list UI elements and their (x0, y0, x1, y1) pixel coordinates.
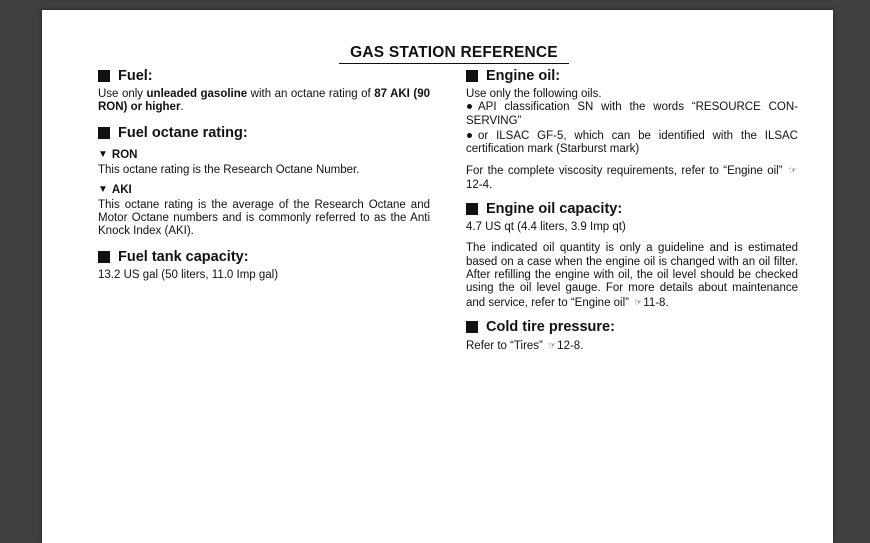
pointing-hand-icon: ☞ (634, 296, 643, 307)
tank-heading (98, 247, 430, 267)
square-bullet-icon (98, 251, 110, 263)
engine-oil-heading (466, 66, 798, 86)
triangle-down-icon: ▼ (98, 148, 108, 160)
tire-heading-label: Cold tire pressure: (486, 318, 615, 335)
aki-label: AKI (111, 183, 132, 196)
tire-heading (466, 317, 798, 337)
right-column (466, 66, 798, 353)
oil-capacity-value: 4.7 US qt (4.4 liters, 3.9 Imp qt) (466, 221, 626, 234)
document-page (42, 10, 833, 543)
tire-text (466, 339, 798, 353)
square-bullet-icon (466, 70, 478, 82)
engine-oil-bullet-2 (466, 130, 798, 157)
viscosity-ref-link[interactable]: 12-4. (466, 178, 493, 191)
octane-heading-label: Fuel octane rating: (118, 124, 248, 141)
ron-label: RON (111, 148, 138, 161)
aki-text: This octane rating is the average of the Research Octane and Motor Octane numbers and is commonly referred to as the Anti Knock Index (AKI). (98, 198, 430, 238)
fuel-text-part: with an octane rating of (247, 88, 375, 100)
square-bullet-icon (466, 203, 478, 215)
bullet-dot-icon (467, 133, 472, 138)
oil-capacity-heading (466, 199, 798, 219)
fuel-heading-label: Fuel: (118, 68, 153, 84)
engine-oil-heading-label: Engine oil: (486, 68, 561, 84)
fuel-text-part: Use only (98, 88, 147, 100)
pointing-hand-icon: ☞ (788, 165, 797, 176)
ron-text: This octane rating is the Research Octane Number. (98, 163, 360, 176)
bullet-dot-icon (467, 104, 472, 109)
fuel-text-bold: unleaded gasoline (146, 88, 248, 100)
engine-oil-intro: Use only the following oils. (466, 88, 602, 100)
bullet-text: or ILSAC GF-5, which can be identified with the ILSAC certification mark (Starburst mark) (466, 129, 798, 156)
fuel-text-bold: 87 AKI (90 RON) or higher (98, 88, 430, 114)
pointing-hand-icon: ☞ (548, 339, 557, 350)
viscosity-text (466, 164, 798, 192)
viscosity-text-main: For the complete viscosity requirements, refer to “Engine oil” (466, 165, 783, 178)
fuel-heading (98, 66, 430, 86)
oil-capacity-heading-label: Engine oil capacity: (486, 201, 623, 218)
tire-text-main: Refer to “Tires” (466, 339, 543, 352)
ron-subheading (98, 148, 430, 162)
bullet-text: API classification SN with the words “RESOURCE CON-SERVING” (466, 101, 798, 127)
tank-heading-label: Fuel tank capacity: (118, 248, 249, 265)
octane-heading (98, 123, 430, 143)
oil-capacity-note-main: The indicated oil quantity is only a guideline and is estimated based on a case when the engine oil is changed with an oil filter. After refilling the engine with oil, the oil level should be checked using the oil level gauge. For more details about maintenance and service, refer to “Engine oil” (466, 242, 798, 309)
aki-subheading (98, 183, 430, 197)
square-bullet-icon (466, 321, 478, 333)
tank-text: 13.2 US gal (50 liters, 11.0 Imp gal) (98, 268, 279, 281)
triangle-down-icon: ▼ (98, 183, 108, 195)
oil-capacity-note (466, 242, 798, 309)
page-title: GAS STATION REFERENCE (350, 44, 558, 61)
tire-ref-link[interactable]: 12-8. (557, 339, 584, 352)
page-title-wrapper (339, 44, 569, 64)
fuel-text (98, 88, 430, 115)
square-bullet-icon (98, 70, 110, 82)
fuel-text-part: . (180, 101, 184, 114)
square-bullet-icon (98, 127, 110, 139)
left-column (98, 66, 430, 282)
engine-oil-bullet-1 (466, 101, 798, 128)
oil-note-ref-link[interactable]: 11-8. (643, 296, 669, 309)
